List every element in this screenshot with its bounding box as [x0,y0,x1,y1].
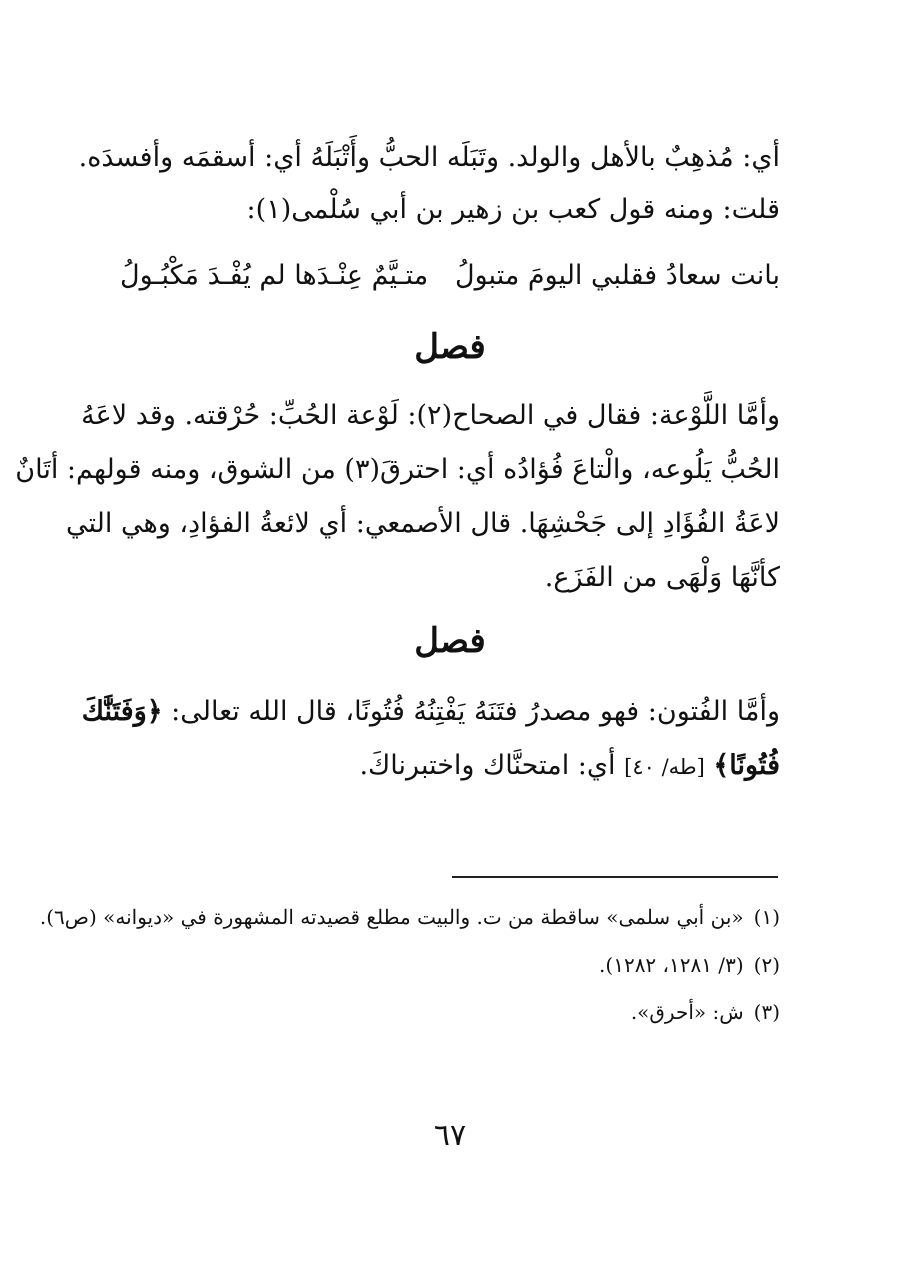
footnote-separator [452,876,778,878]
quran-quote-start: ﴿وَفَتَنَّٰكَ [81,696,163,727]
quran-quote-end: فُتُونًا﴾ [713,750,780,781]
section1-line-3: لاعَةُ الفُؤَادِ إلى جَحْشِهَا. قال الأصمعي: أي لائعةُ الفؤادِ، وهي التي [66,508,780,539]
footnote-3-text: ش: «أحرق». [630,1000,744,1024]
body-line-2: قلت: ومنه قول كعب بن زهير بن أبي سُلْمى(١): [246,194,780,225]
section1-line-4: كأنَّهَا وَلْهَى من الفَزَع. [544,562,780,593]
footnote-1 [39,900,780,934]
section-heading-2: فصل [414,621,486,661]
section2-line-2 [120,744,780,789]
footnote-3-number: (٣) [753,1000,780,1024]
body-line-1: أي: مُذهِبٌ بالأهل والولد. وتَبَلَه الحبُّ وأَتْبَلَهُ أي: أسقمَه وأفسدَه. [78,142,780,173]
footnote-2-number: (٢) [753,953,780,977]
section1-line-1: وأمَّا اللَّوْعة: فقال في الصحاح(٢): لَوْعة الحُبِّ: حُرْقته. وقد لاعَهُ [81,400,780,431]
footnote-2 [100,948,780,982]
section1-line-2: الحُبُّ يَلُوعه، والْتاعَ فُؤادُه أي: احترقَ(٣) من الشوق، ومنه قولهم: أتَانٌ [15,454,780,485]
section-heading-1: فصل [414,327,486,367]
footnote-1-number: (١) [753,905,780,929]
quran-reference: [طه/ ٤٠] [624,755,705,779]
verse-second-hemistich: متـيَّمٌ عِنْـدَها لم يُفْـدَ مَكْبُـولُ [120,260,429,291]
section2-line-1 [81,690,780,734]
page-number: ٦٧ [433,1118,467,1153]
verse-first-hemistich: بانت سعادُ فقلبي اليومَ متبولُ [454,260,780,291]
footnote-3 [100,995,780,1029]
footnote-2-text: (٣/ ١٢٨١، ١٢٨٢). [599,953,744,977]
footnote-1-text: «بن أبي سلمى» ساقطة من ت. والبيت مطلع قصيدته المشهورة في «ديوانه» (ص٦). [39,905,744,929]
section2-line-2-text: أي: امتحنَّاك واختبرناكَ. [359,750,616,781]
section2-line-1-text: وأمَّا الفُتون: فهو مصدرُ فتَنَهُ يَفْتِنُهُ فُتُونًا، قال الله تعالى: [171,696,780,727]
